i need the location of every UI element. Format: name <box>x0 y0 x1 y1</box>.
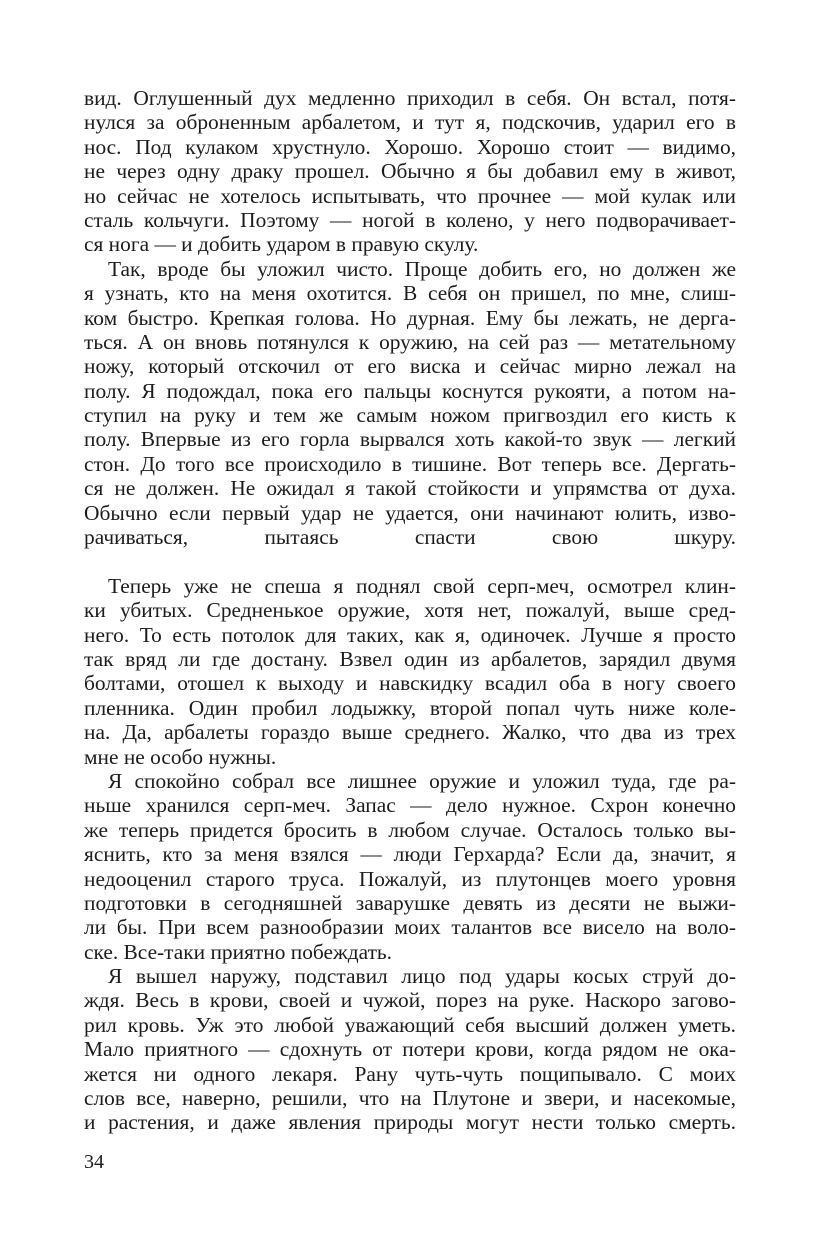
paragraph <box>84 257 736 574</box>
text-line: ком быстро. Крепкая голова. Но дурная. Ему бы лежать, не дерга- <box>84 305 736 330</box>
paragraph <box>84 964 736 1135</box>
text-line: нулся за оброненным арбалетом, и тут я, подскочив, ударил его в <box>84 110 736 135</box>
text-line: ки убитых. Средненькое оружие, хотя нет, пожалуй, выше сред- <box>84 598 736 623</box>
text-line: стон. До того все происходило в тишине. Вот теперь все. Дергать- <box>84 451 736 476</box>
text-line: Обычно если первый удар не удается, они начинают юлить, изво- <box>84 500 736 525</box>
text-line: полу. Я подождал, пока его пальцы коснутся рукояти, а потом на- <box>84 378 736 403</box>
text-line: вид. Оглушенный дух медленно приходил в себя. Он встал, потя- <box>84 86 736 110</box>
text-line: ли бы. При всем разнообразии моих талантов все висело на воло- <box>84 915 736 940</box>
text-line: и растения, и даже явления природы могут нести только смерть. <box>84 1110 736 1135</box>
text-line: подготовки в сегодняшней заварушке девять из десяти не выжи- <box>84 890 736 915</box>
text-line: яснить, кто за меня взялся — люди Герхарда? Если да, значит, я <box>84 842 736 867</box>
text-line: Так, вроде бы уложил чисто. Проще добить его, но должен же <box>108 256 736 281</box>
text-line <box>84 549 736 573</box>
text-line: мне не особо нужны. <box>84 744 277 769</box>
page-number: 34 <box>84 1151 104 1173</box>
text-line: него. То есть потолок для таких, как я, одиночек. Лучше я просто <box>84 622 736 647</box>
text-line: я узнать, кто на меня охотится. В себя он пришел, по мне, слиш- <box>84 281 736 306</box>
text-line: жется ни одного лекаря. Рану чуть-чуть пощипывало. С моих <box>84 1061 736 1086</box>
text-line: же теперь придется бросить в любом случае. Осталось только вы- <box>84 817 736 842</box>
text-line: нос. Под кулаком хрустнуло. Хорошо. Хорошо стоит — видимо, <box>84 134 736 159</box>
paragraph <box>84 574 736 769</box>
text-line: рачиваться, пытаясь спасти свою шкуру. <box>84 525 736 550</box>
paragraph <box>84 86 736 257</box>
text-line: полу. Впервые из его горла вырвался хоть какой-то звук — легкий <box>84 427 736 452</box>
text-line: ступил на руку и тем же самым ножом пригвоздил его кисть к <box>84 403 736 428</box>
text-line: пленника. Один пробил лодыжку, второй попал чуть ниже коле- <box>84 695 736 720</box>
text-line: не через одну драку прошел. Обычно я бы добавил ему в живот, <box>84 159 736 184</box>
text-line: слов все, наверно, решили, что на Плутоне и звери, и насекомые, <box>84 1086 736 1111</box>
text-line: ске. Все-таки приятно побеждать. <box>84 939 393 964</box>
book-page-text <box>84 86 736 1135</box>
text-line: недооценил старого труса. Пожалуй, из плутонцев моего уровня <box>84 866 736 891</box>
text-line: болтами, отошел к выходу и навскидку всадил оба в ногу своего <box>84 671 736 696</box>
text-line: ся нога — и добить ударом в правую скулу. <box>84 232 479 257</box>
paragraph <box>84 769 736 964</box>
text-line: так вряд ли где достану. Взвел один из арбалетов, зарядил двумя <box>84 646 736 671</box>
text-line: ся не должен. Не ожидал я такой стойкости и упрямства от духа. <box>84 476 736 501</box>
text-line: ться. А он вновь потянулся к оружию, на сей раз — метательному <box>84 329 736 354</box>
text-line: ножу, который отскочил от его виска и сейчас мирно лежал на <box>84 354 736 379</box>
text-line: ждя. Весь в крови, своей и чужой, порез на руке. Наскоро загово- <box>84 988 736 1013</box>
text-line: рил кровь. Уж это любой уважающий себя высший должен уметь. <box>84 1012 736 1037</box>
text-line: Я вышел наружу, подставил лицо под удары косых струй до- <box>108 964 736 989</box>
text-line: на. Да, арбалеты гораздо выше среднего. Жалко, что два из трех <box>84 720 736 745</box>
text-line: ньше хранился серп-меч. Запас — дело нужное. Схрон конечно <box>84 793 736 818</box>
text-line: Теперь уже не спеша я поднял свой серп-меч, осмотрел клин- <box>108 573 736 598</box>
text-line: Мало приятного — сдохнуть от потери крови, когда рядом не ока- <box>84 1037 736 1062</box>
text-line: сталь кольчуги. Поэтому — ногой в колено, у него подворачивает- <box>84 207 736 232</box>
text-line: но сейчас не хотелось испытывать, что прочнее — мой кулак или <box>84 183 736 208</box>
text-line: Я спокойно собрал все лишнее оружие и уложил туда, где ра- <box>108 768 736 793</box>
